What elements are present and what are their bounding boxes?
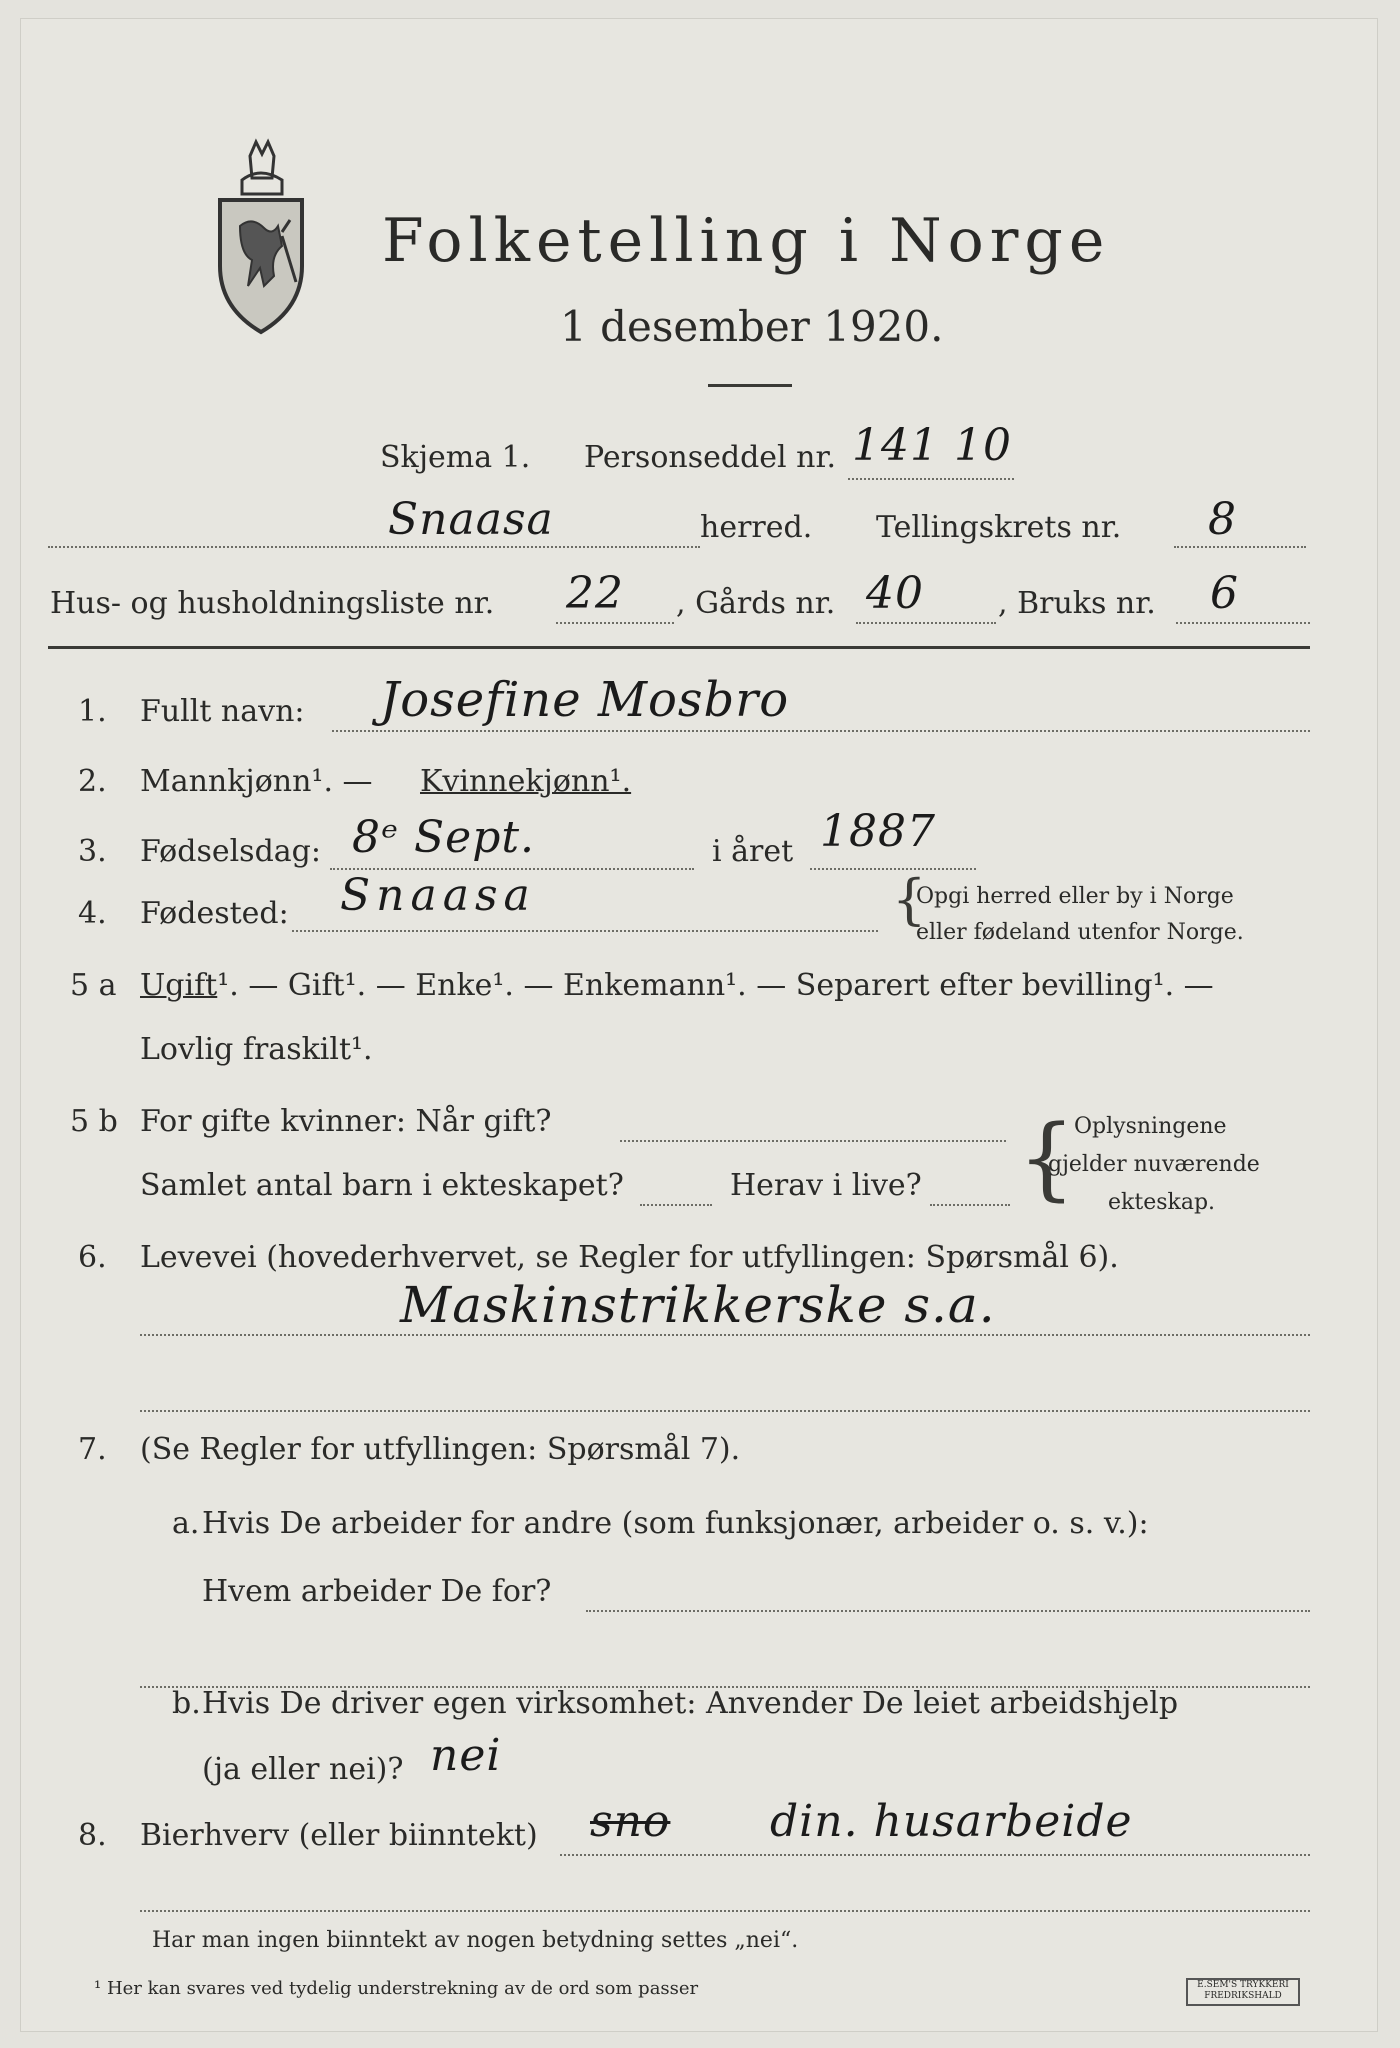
holding-number-label: , Bruks nr.	[998, 586, 1156, 621]
q7b-label: Hvis De driver egen virksomhet: Anvender De leiet arbeidshjelp	[202, 1686, 1179, 1721]
birth-year-label: i året	[712, 834, 794, 869]
q6-number: 6.	[78, 1240, 107, 1275]
living-children-label: Herav i live?	[730, 1168, 922, 1203]
household-list-value: 22	[566, 568, 624, 619]
q4-number: 4.	[78, 896, 107, 931]
marriage-note-line-1: Oplysningene	[1074, 1114, 1227, 1139]
footnote: ¹ Her kan svares ved tydelig understrekning av de ord som passer	[94, 1978, 699, 1999]
q7b-hired-help-value: nei	[430, 1730, 502, 1781]
secondary-income-value: din. husarbeide	[770, 1796, 1133, 1847]
personal-slip-number: 141 10	[852, 420, 1012, 471]
birthplace-note-line-2: eller fødeland utenfor Norge.	[916, 920, 1244, 945]
page: Folketelling i Norge 1 desember 1920. Skjema 1. Personseddel nr. 141 10 Snaasa herred. Tellingskrets nr. 8 Hus- og husholdningsliste nr. 22 , Gårds nr. 40 , Bruks nr. 6 1. Fullt navn: Josefine Mosbro 2. Mannkjønn¹. — Kvinnekjønn¹. 3. Fødselsdag: 8ᵉ Sept. i året 1887 4. Fødested: Snaasa { Opgi herred eller by i Norge eller fødeland utenfor Norge. 5 a Ugift¹. — Gift¹. — Enke¹. — Enkemann¹. — Separert efter bevilling¹. — Lovlig fraskilt¹. 5 b For gifte kvinner: Når gift? Samlet antal barn i ekteskapet? Herav i live? { Oplysningene gjelder nuværende ekteskap. 6. Levevei (hovederhvervet, se Regler for utfyllingen: Spørsmål 6). Maskinstrikkerske s.a. 7. (Se Regler for utfyllingen: Spørsmål 7). a. Hvis De arbeider for andre (som funksjonær, arbeider o. s. v.): Hvem arbeider De for? b. Hvis De driver egen virksomhet: Anvender De leiet arbeidshjelp (ja eller nei)? nei 8. Bierhverv (eller biinntekt) sno din. husarbeide Har man ingen biinntekt av nogen betydning settes „nei“. ¹ Her kan svares ved tydelig understrekning av de ord som passer E.SEM'S TRYKKERI FREDRIKSHALD	[0, 0, 1400, 2048]
divorced-option: Lovlig fraskilt¹.	[140, 1032, 373, 1067]
male-option: Mannkjønn¹. —	[140, 764, 373, 799]
children-count-label: Samlet antal barn i ekteskapet?	[140, 1168, 624, 1203]
unmarried-option-underlined: Ugift	[140, 968, 218, 1003]
birthplace-note-line-1: Opgi herred eller by i Norge	[916, 884, 1234, 909]
farm-number-label: , Gårds nr.	[676, 586, 836, 621]
municipality-value: Snaasa	[388, 494, 554, 545]
birthplace-value: Snaasa	[340, 870, 536, 921]
birthday-value: 8ᵉ Sept.	[352, 812, 536, 863]
birthday-label: Fødselsdag:	[140, 834, 321, 869]
q7a-employer-label: Hvem arbeider De for?	[202, 1574, 552, 1609]
q5a-number: 5 a	[70, 968, 117, 1003]
municipality-label: herred.	[700, 510, 813, 545]
full-name-value: Josefine Mosbro	[380, 672, 790, 728]
personal-slip-label: Personseddel nr.	[584, 440, 837, 475]
form-title: Folketelling i Norge	[382, 206, 1111, 276]
district-value: 8	[1208, 494, 1237, 545]
q7a-label: Hvis De arbeider for andre (som funksjonær, arbeider o. s. v.):	[202, 1506, 1149, 1541]
household-list-label: Hus- og husholdningsliste nr.	[50, 586, 495, 621]
header-rule	[48, 646, 1310, 649]
when-married-label: For gifte kvinner: Når gift?	[140, 1104, 552, 1139]
printer-stamp: E.SEM'S TRYKKERI FREDRIKSHALD	[1186, 1978, 1300, 2006]
marriage-note-line-3: ekteskap.	[1108, 1190, 1216, 1215]
birth-year-value: 1887	[820, 806, 936, 857]
birthplace-label: Fødested:	[140, 896, 289, 931]
schema-label: Skjema 1.	[380, 440, 531, 475]
no-income-note: Har man ingen biinntekt av nogen betydning settes „nei“.	[152, 1928, 799, 1953]
occupation-value: Maskinstrikkerske s.a.	[400, 1276, 996, 1334]
marital-status-options: Ugift¹. — Gift¹. — Enke¹. — Enkemann¹. — Separert efter bevilling¹. —	[140, 968, 1214, 1003]
q7-label: (Se Regler for utfyllingen: Spørsmål 7).	[140, 1432, 741, 1467]
marriage-note-line-2: gjelder nuværende	[1048, 1152, 1260, 1177]
coat-of-arms-icon	[212, 136, 308, 336]
occupation-label: Levevei (hovederhvervet, se Regler for utfyllingen: Spørsmål 6).	[140, 1240, 1119, 1275]
q7a-letter: a.	[172, 1506, 200, 1541]
q7-number: 7.	[78, 1432, 107, 1467]
q8-number: 8.	[78, 1818, 107, 1853]
q3-number: 3.	[78, 834, 107, 869]
secondary-income-label: Bierhverv (eller biinntekt)	[140, 1818, 538, 1853]
q5b-number: 5 b	[70, 1104, 118, 1139]
farm-number-value: 40	[866, 568, 924, 619]
holding-number-value: 6	[1210, 568, 1239, 619]
q1-number: 1.	[78, 694, 107, 729]
female-option-underlined: Kvinnekjønn¹.	[420, 764, 632, 799]
secondary-income-struck-word: sno	[590, 1796, 671, 1847]
title-divider	[708, 384, 792, 387]
q2-number: 2.	[78, 764, 107, 799]
full-name-label: Fullt navn:	[140, 694, 305, 729]
q7b-letter: b.	[172, 1686, 201, 1721]
q7b-hired-help-label: (ja eller nei)?	[202, 1752, 404, 1787]
census-date: 1 desember 1920.	[560, 302, 944, 351]
district-label: Tellingskrets nr.	[876, 510, 1122, 545]
